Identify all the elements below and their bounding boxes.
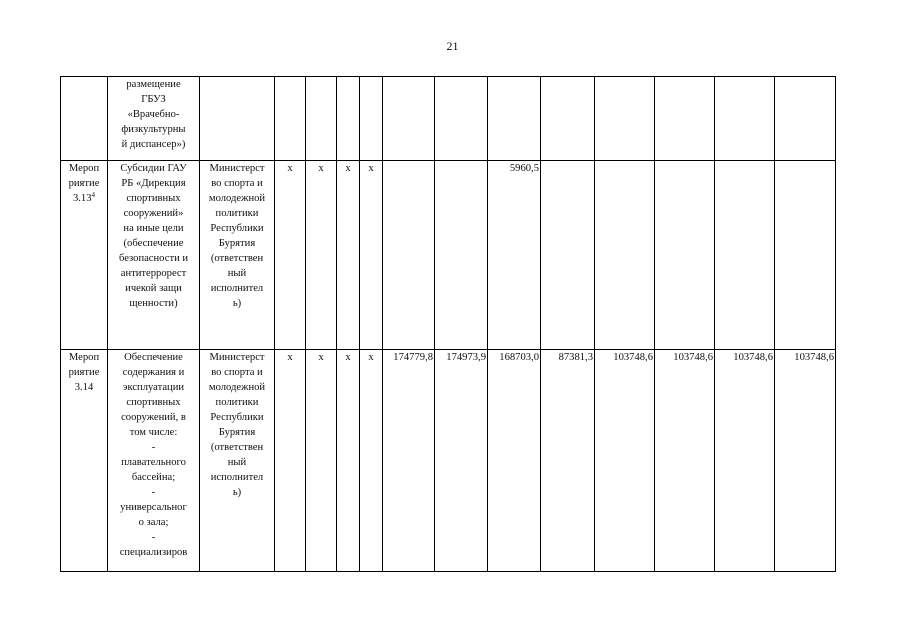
code-mark-cell: х (275, 350, 306, 572)
activity-name-line: РБ «Дирекция (121, 178, 186, 189)
funding-value-cell: 174973,9 (435, 350, 488, 572)
funding-value-cell (383, 77, 435, 161)
funding-value-cell (655, 77, 715, 161)
funding-value-cell: 5960,5 (488, 161, 541, 350)
funding-value-cell (775, 77, 836, 161)
executor-cell (200, 161, 275, 350)
code-mark-cell: х (306, 350, 337, 572)
activity-name-line: Субсидии ГАУ (120, 163, 187, 174)
activity-name-cell (108, 77, 200, 161)
funding-value-cell (488, 77, 541, 161)
funding-value-cell (435, 77, 488, 161)
activity-name-line: эксплуатации (122, 382, 185, 393)
activity-code-text: риятие (68, 367, 100, 378)
executor-line: ь) (232, 487, 242, 498)
table-row (61, 77, 836, 161)
activity-name-line: ичекой защи (125, 283, 182, 294)
funding-value-cell (595, 77, 655, 161)
activity-code-cell (61, 77, 108, 161)
executor-line: во спорта и (211, 367, 263, 378)
funding-value-cell: 103748,6 (715, 350, 775, 572)
funding-value-cell: 174779,8 (383, 350, 435, 572)
activity-name-line: щенности) (129, 298, 178, 309)
activity-name-line: физкультурны (121, 124, 186, 135)
funding-value-cell: 103748,6 (775, 350, 836, 572)
code-mark-cell: х (360, 350, 383, 572)
funding-value-cell (541, 77, 595, 161)
activity-name-line: плавательного (121, 457, 186, 468)
funding-value-cell (715, 77, 775, 161)
table-row (61, 350, 836, 572)
code-mark-cell (337, 77, 360, 161)
executor-line: Бурятия (218, 427, 256, 438)
funding-value-cell: 87381,3 (541, 350, 595, 572)
activity-code-text: Мероп (68, 352, 100, 363)
funding-value-cell (435, 161, 488, 350)
executor-line: (ответствен (210, 253, 264, 264)
activity-name-line: универсальног (120, 502, 187, 513)
activity-name-line: Обеспечение (124, 352, 183, 363)
executor-line: исполнител (210, 472, 264, 483)
activity-name-line: на иные цели (123, 223, 184, 234)
activity-code-line (62, 365, 106, 380)
code-mark-cell (306, 77, 337, 161)
activity-name-line: сооружений, в (121, 412, 186, 423)
activity-name-line: сооружений» (123, 208, 184, 219)
activity-name-line: - (151, 532, 156, 543)
executor-line: ный (227, 457, 247, 468)
executor-line: Министерст (209, 352, 265, 363)
activity-code-line (62, 161, 106, 176)
executor-cell (200, 350, 275, 572)
executor-line: политики (215, 208, 259, 219)
activity-name-line: специализиров (119, 547, 188, 558)
activity-name-line: «Врачебно- (127, 109, 180, 120)
code-mark-cell: х (306, 161, 337, 350)
activity-name-line: том числе: (129, 427, 178, 438)
activity-name-line: о зала; (138, 517, 169, 528)
executor-line: молодежной (208, 193, 266, 204)
activity-name-line: - (151, 487, 156, 498)
executor-line: исполнител (210, 283, 264, 294)
activity-name-line: размещение (126, 79, 181, 90)
activity-code-cell (61, 161, 108, 350)
executor-line: Республики (210, 412, 264, 423)
activity-code-line (62, 350, 106, 365)
activity-name-line: (обеспечение (123, 238, 184, 249)
activity-name-line: - (151, 442, 156, 453)
executor-line: Министерст (209, 163, 265, 174)
funding-value-cell: 103748,6 (595, 350, 655, 572)
activity-name-line: спортивных (126, 397, 181, 408)
funding-value-cell: 103748,6 (655, 350, 715, 572)
funding-value-cell (383, 161, 435, 350)
executor-line: Бурятия (218, 238, 256, 249)
executor-line: (ответствен (210, 442, 264, 453)
activity-code-text: риятие (68, 178, 100, 189)
executor-line: Республики (210, 223, 264, 234)
activity-code-line (62, 380, 106, 395)
executor-line: во спорта и (211, 178, 263, 189)
activity-code-cell (61, 350, 108, 572)
activity-name-cell (108, 161, 200, 350)
funding-value-cell (655, 161, 715, 350)
activity-name-line: й диспансер») (121, 139, 186, 150)
funding-value-cell (541, 161, 595, 350)
executor-line: политики (215, 397, 259, 408)
activity-name-line: спортивных (126, 193, 181, 204)
code-mark-cell: х (360, 161, 383, 350)
activity-name-line: бассейна; (131, 472, 176, 483)
activity-code-text: 3.13 (72, 193, 92, 204)
page-number: 21 (446, 39, 459, 53)
activity-name-line: ГБУЗ (141, 94, 166, 105)
activity-code-text: Мероп (68, 163, 100, 174)
code-mark-cell (275, 77, 306, 161)
code-mark-cell: х (337, 350, 360, 572)
executor-cell (200, 77, 275, 161)
funding-value-cell (715, 161, 775, 350)
code-mark-cell (360, 77, 383, 161)
executor-line: ный (227, 268, 247, 279)
activity-name-cell (108, 350, 200, 572)
executor-line: ь) (232, 298, 242, 309)
funding-value-cell: 168703,0 (488, 350, 541, 572)
activity-code-text: 3.14 (74, 382, 94, 393)
footnote-mark: 4 (91, 191, 96, 199)
budget-table (60, 76, 836, 572)
activity-code-line (62, 191, 106, 206)
activity-code-line (62, 176, 106, 191)
funding-value-cell (775, 161, 836, 350)
code-mark-cell: х (337, 161, 360, 350)
executor-line: молодежной (208, 382, 266, 393)
activity-name-line: безопасности и (118, 253, 189, 264)
activity-name-line: антитеррорест (120, 268, 187, 279)
code-mark-cell: х (275, 161, 306, 350)
activity-name-line: содержания и (122, 367, 185, 378)
table-row (61, 161, 836, 350)
funding-value-cell (595, 161, 655, 350)
